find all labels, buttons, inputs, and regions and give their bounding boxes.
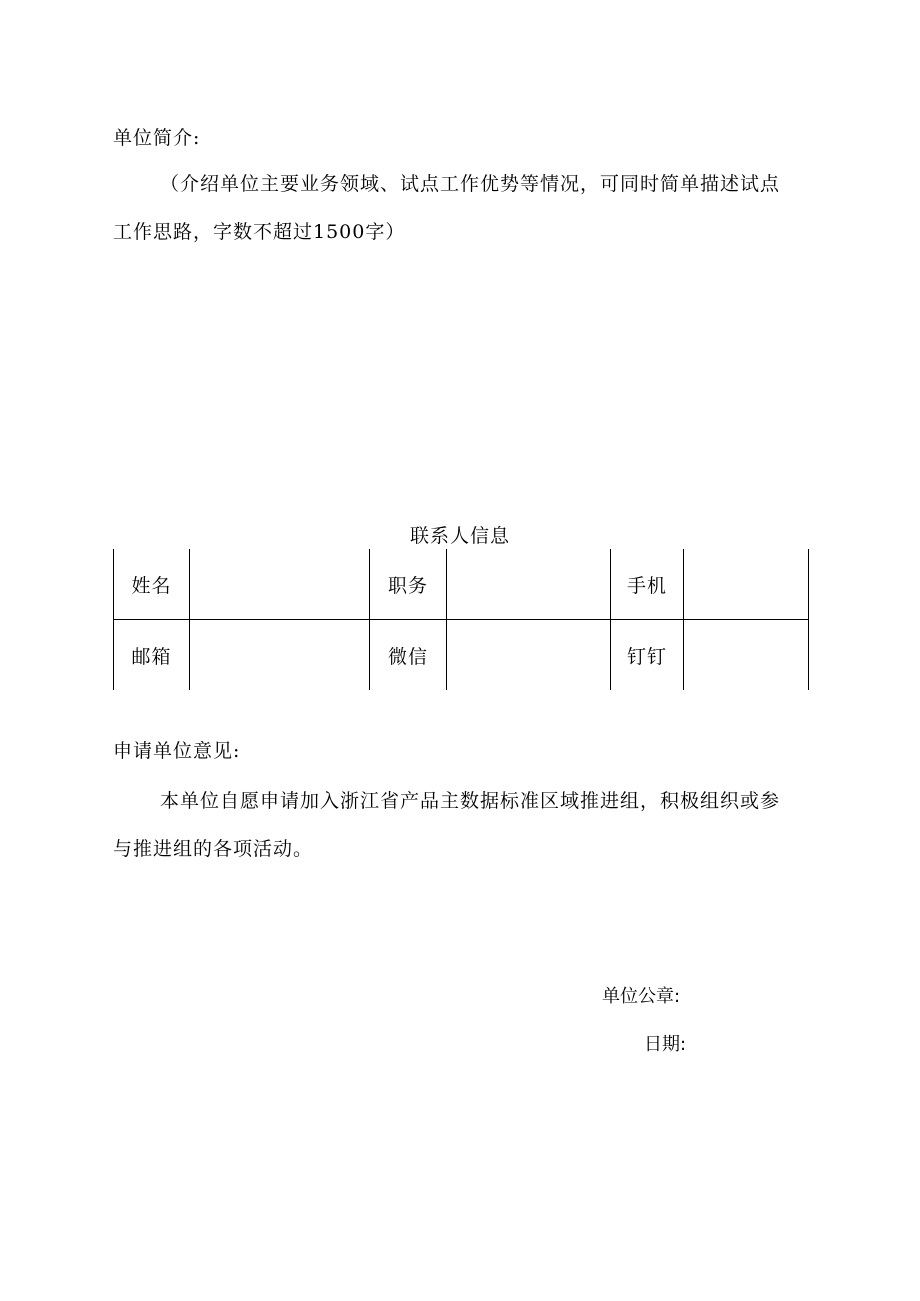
table-row [114,549,809,620]
mobile-label: 手机 [611,549,684,620]
position-label: 职务 [370,549,447,620]
opinion-text-line-1: 本单位自愿申请加入浙江省产品主数据标准区域推进组，积极组织或参 [160,790,781,812]
contact-info-title: 联系人信息 [409,525,510,547]
contact-info-table [113,549,809,690]
intro-instruction-line-1: （介绍单位主要业务领域、试点工作优势等情况，可同时简单描述试点 [160,173,781,195]
table-row [114,620,809,691]
email-field[interactable] [190,620,370,691]
date-label: 日期: [644,1034,687,1055]
wechat-field[interactable] [447,620,611,691]
name-label: 姓名 [114,549,190,620]
mobile-field[interactable] [684,549,809,620]
opinion-text-line-2: 与推进组的各项活动。 [113,838,314,860]
position-field[interactable] [447,549,611,620]
opinion-heading: 申请单位意见: [113,740,241,762]
seal-label: 单位公章: [602,986,681,1007]
email-label: 邮箱 [114,620,190,691]
intro-heading: 单位简介: [113,127,201,149]
intro-instruction-line-2: 工作思路，字数不超过1500字） [113,221,406,243]
wechat-label: 微信 [370,620,447,691]
dingtalk-label: 钉钉 [611,620,684,691]
name-field[interactable] [190,549,370,620]
dingtalk-field[interactable] [684,620,809,691]
